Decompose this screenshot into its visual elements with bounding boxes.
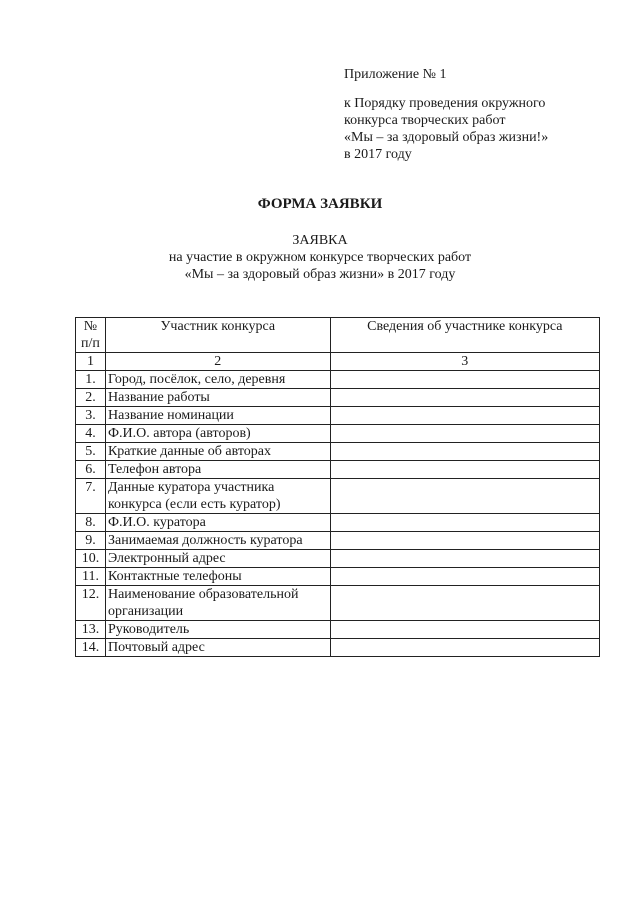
row-number: 10. [76, 550, 106, 568]
row-value-field[interactable] [330, 461, 599, 479]
row-label: Краткие данные об авторах [105, 443, 330, 461]
row-label: Название номинации [105, 407, 330, 425]
row-value-field[interactable] [330, 371, 599, 389]
row-value-field[interactable] [330, 407, 599, 425]
row-number: 12. [76, 586, 106, 621]
row-label: Ф.И.О. автора (авторов) [105, 425, 330, 443]
table-row [76, 639, 600, 657]
table-row [76, 479, 600, 514]
table-row [76, 586, 600, 621]
row-label: Город, посёлок, село, деревня [105, 371, 330, 389]
header-info: Сведения об участнике конкурса [330, 318, 599, 353]
row-number: 4. [76, 425, 106, 443]
row-label: Контактные телефоны [105, 568, 330, 586]
table-row [76, 407, 600, 425]
row-value-field[interactable] [330, 443, 599, 461]
appendix-line: к Порядку проведения окружного [344, 96, 546, 111]
appendix-block [344, 66, 548, 163]
row-value-field[interactable] [330, 389, 599, 407]
appendix-line: в 2017 году [344, 147, 412, 162]
row-value-field[interactable] [330, 639, 599, 657]
table-row [76, 371, 600, 389]
header-number: № п/п [76, 318, 106, 353]
row-number: 1. [76, 371, 106, 389]
table-row [76, 621, 600, 639]
row-number: 13. [76, 621, 106, 639]
application-form-table [75, 317, 600, 657]
application-subtitle-line: «Мы – за здоровый образ жизни» в 2017 году [184, 267, 456, 282]
row-value-field[interactable] [330, 532, 599, 550]
row-number: 3. [76, 407, 106, 425]
row-number: 7. [76, 479, 106, 514]
column-number-row [76, 353, 600, 371]
table-row [76, 425, 600, 443]
column-number: 2 [105, 353, 330, 371]
row-value-field[interactable] [330, 479, 599, 514]
application-subtitle-line: на участие в окружном конкурсе творческих работ [168, 250, 472, 265]
appendix-line: «Мы – за здоровый образ жизни!» [344, 130, 549, 145]
header-participant: Участник конкурса [105, 318, 330, 353]
row-label: Занимаемая должность куратора [105, 532, 330, 550]
appendix-line: конкурса творческих работ [344, 113, 506, 128]
application-title: ЗАЯВКА [292, 233, 348, 248]
table-row [76, 568, 600, 586]
row-label: Название работы [105, 389, 330, 407]
table-row [76, 532, 600, 550]
row-value-field[interactable] [330, 568, 599, 586]
row-value-field[interactable] [330, 621, 599, 639]
row-label: Ф.И.О. куратора [105, 514, 330, 532]
appendix-number: Приложение № 1 [344, 67, 447, 82]
table-row [76, 389, 600, 407]
row-number: 14. [76, 639, 106, 657]
row-number: 9. [76, 532, 106, 550]
table-body [76, 371, 600, 657]
column-number: 3 [330, 353, 599, 371]
table-row [76, 550, 600, 568]
row-label: Данные куратора участника конкурса (если есть куратор) [105, 479, 330, 514]
row-label: Телефон автора [105, 461, 330, 479]
table-row [76, 443, 600, 461]
row-number: 11. [76, 568, 106, 586]
table-row [76, 514, 600, 532]
row-value-field[interactable] [330, 550, 599, 568]
form-title: ФОРМА ЗАЯВКИ [257, 196, 383, 212]
row-label: Почтовый адрес [105, 639, 330, 657]
row-value-field[interactable] [330, 586, 599, 621]
row-label: Руководитель [105, 621, 330, 639]
table-header-row [76, 318, 600, 353]
row-number: 5. [76, 443, 106, 461]
row-number: 6. [76, 461, 106, 479]
row-value-field[interactable] [330, 425, 599, 443]
row-number: 2. [76, 389, 106, 407]
row-label: Электронный адрес [105, 550, 330, 568]
table-row [76, 461, 600, 479]
row-value-field[interactable] [330, 514, 599, 532]
column-number: 1 [76, 353, 106, 371]
row-number: 8. [76, 514, 106, 532]
application-heading [0, 232, 640, 283]
row-label: Наименование образовательной организации [105, 586, 330, 621]
